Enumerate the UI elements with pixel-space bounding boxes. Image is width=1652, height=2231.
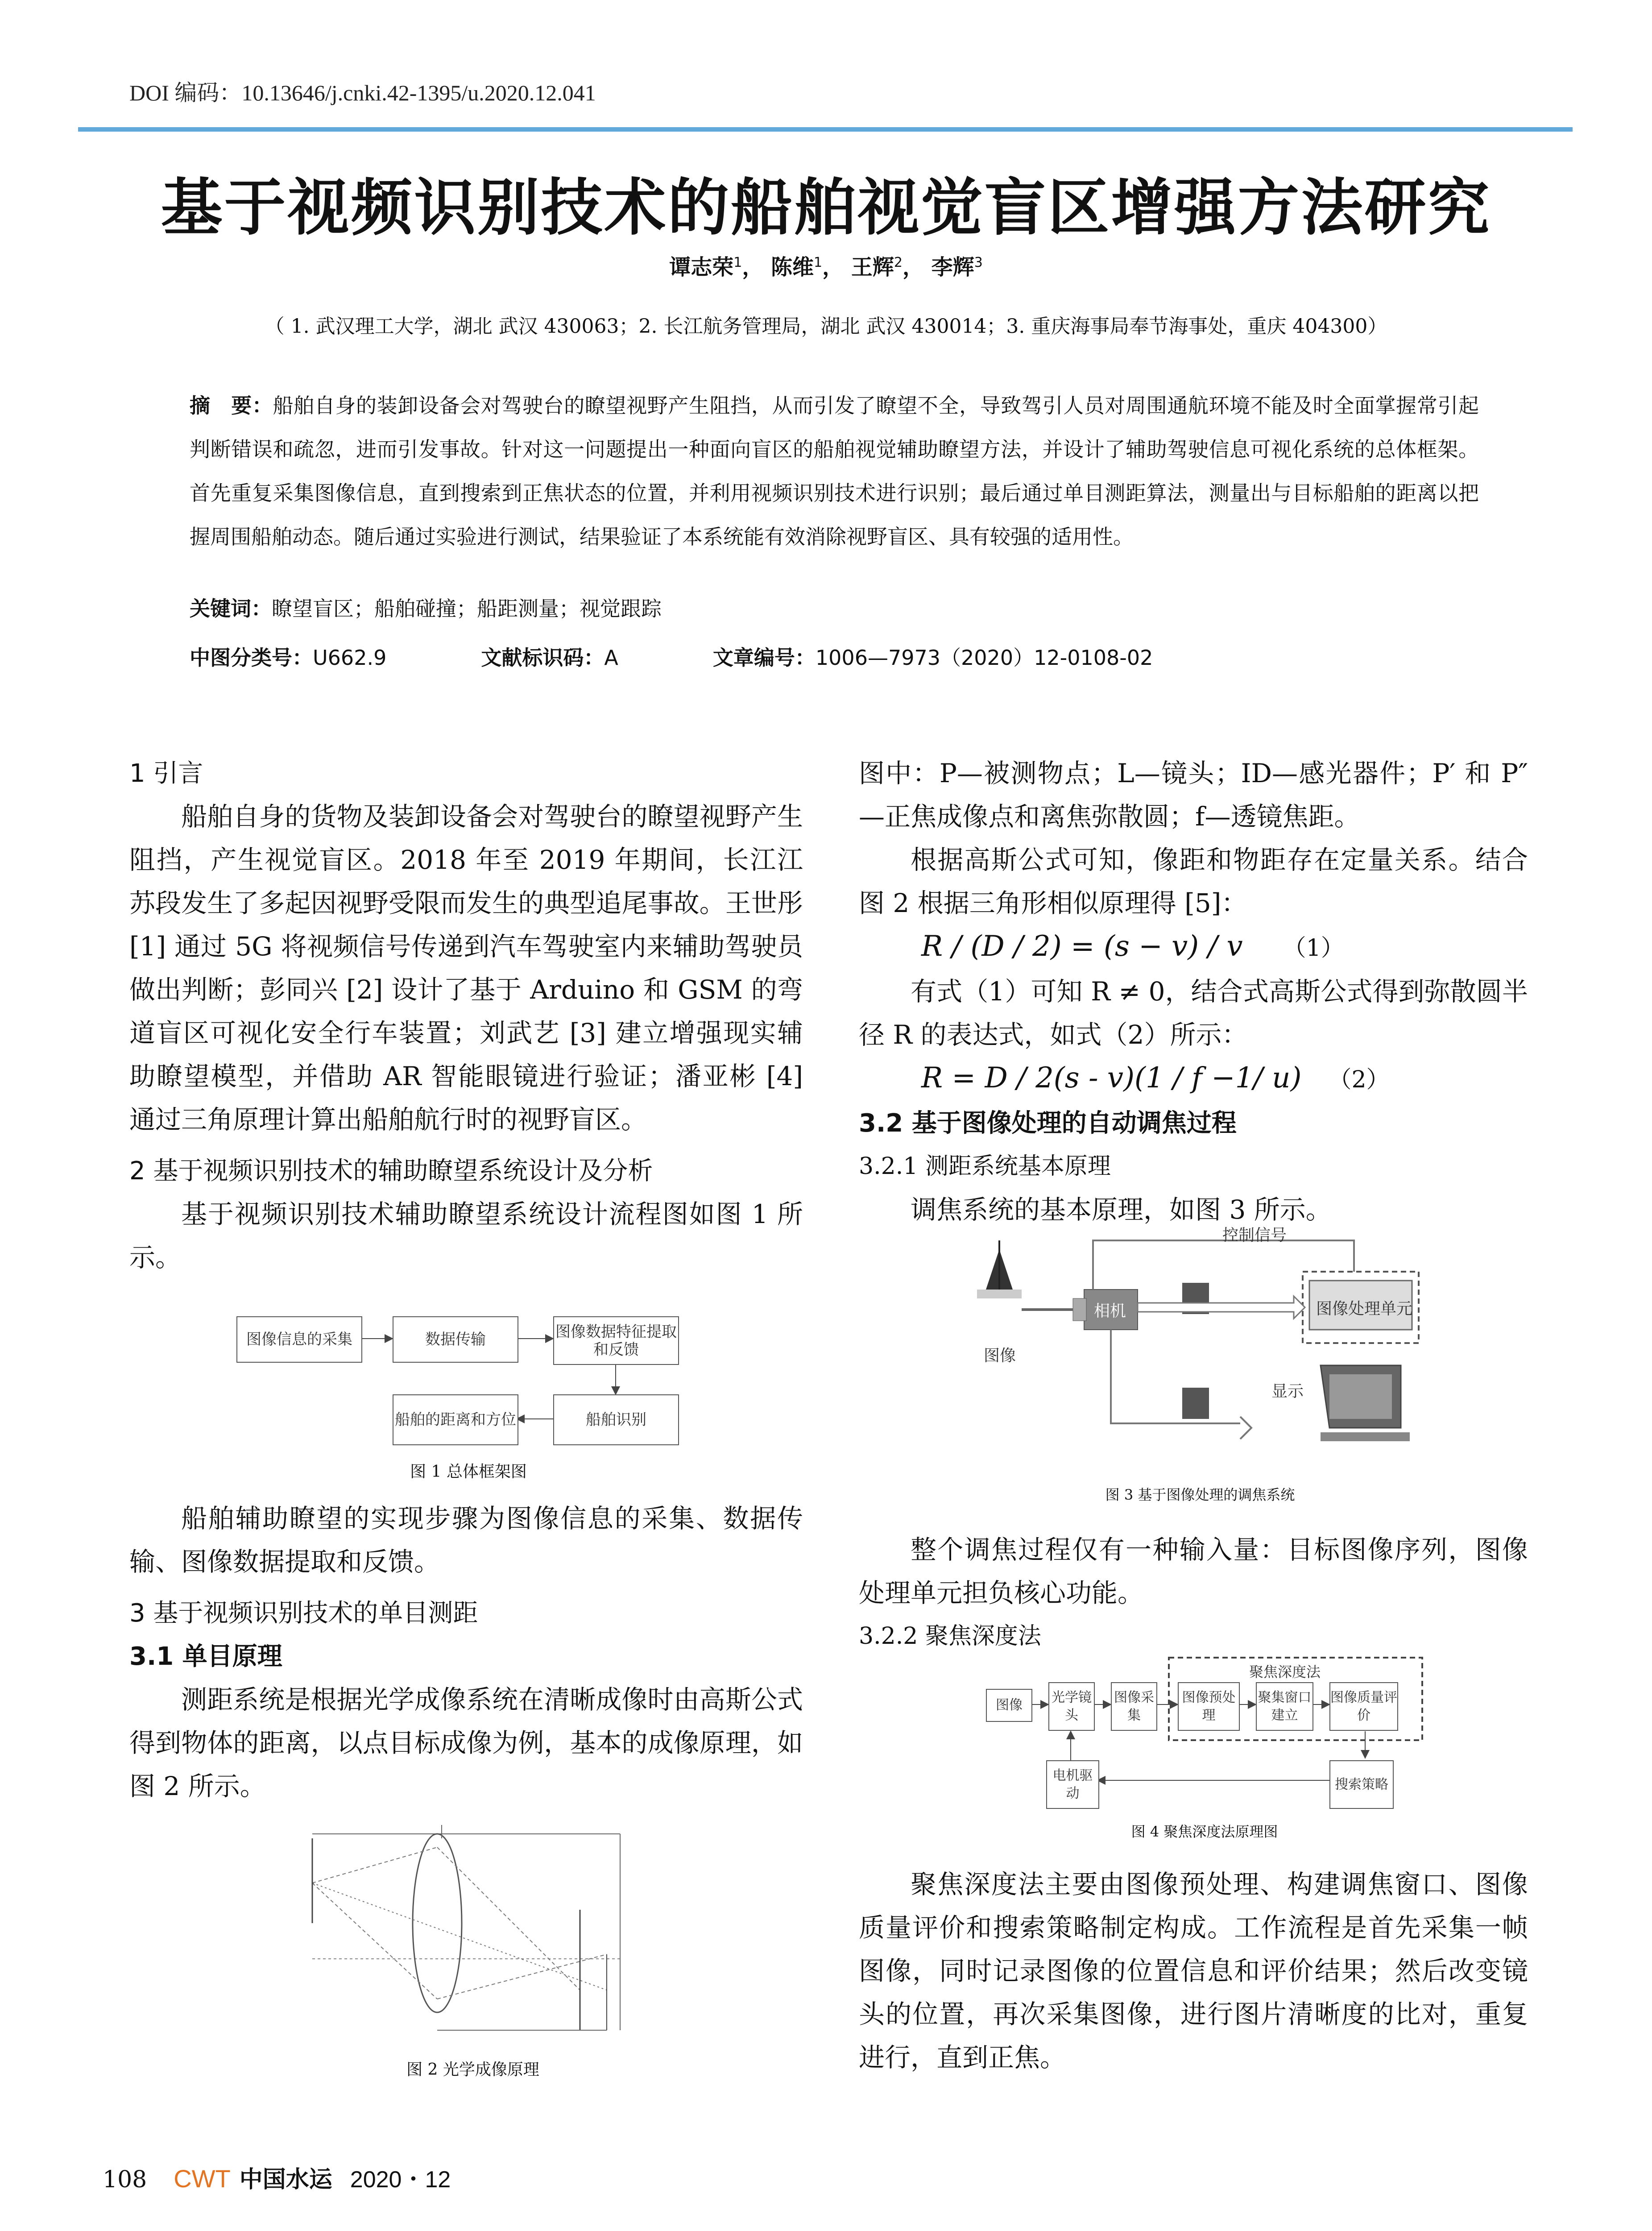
author-name: 王辉 [851, 255, 894, 280]
subsubsection-heading: 3.2.1 测距系统基本原理 [859, 1153, 1111, 1180]
left-column [129, 752, 803, 1279]
paragraph: 整个调焦过程仅有一种输入量：目标图像序列，图像处理单元担负核心功能。 [859, 1534, 1528, 1608]
doc-label: 文献标识码： [481, 646, 604, 670]
section-heading: 2 基于视频识别技术的辅助瞭望系统设计及分析 [129, 1157, 653, 1186]
figure-3-diagram [973, 1223, 1428, 1472]
figure-1-caption: 图 1 总体框架图 [410, 1463, 527, 1481]
right-column [859, 752, 1528, 1232]
fig3-unit-label: 图像处理单元 [1316, 1300, 1413, 1318]
author-name: 谭志荣 [669, 255, 734, 280]
keywords-label: 关键词： [190, 597, 272, 621]
abstract-label: 摘 要： [190, 394, 273, 418]
abstract [190, 384, 1479, 559]
figure-2-optics [294, 1820, 651, 2053]
figure-4 [981, 1655, 1428, 1840]
clc-value: U662.9 [313, 646, 387, 670]
paragraph: 基于视频识别技术辅助瞭望系统设计流程图如图 1 所示。 [129, 1199, 803, 1273]
author-sup: 1 [814, 255, 823, 270]
clc-label: 中图分类号： [190, 646, 313, 670]
fig4-box-window: 聚集窗口建立 [1256, 1682, 1313, 1731]
subsection-heading: 3.1 单目原理 [129, 1642, 282, 1671]
affiliation: （ 1. 武汉理工大学，湖北 武汉 430063；2. 长江航务管理局，湖北 武汉 430014；3. 重庆海事局奉节海事处，重庆 404300） [265, 315, 1387, 338]
fig4-box-preprocess: 图像预处理 [1178, 1682, 1240, 1731]
figure-4-caption: 图 4 聚焦深度法原理图 [1131, 1823, 1278, 1840]
author-name: 李辉 [931, 255, 974, 280]
fig3-camera-label: 相机 [1094, 1302, 1126, 1320]
left-column-lower [129, 1497, 803, 1808]
fig1-box-transfer: 数据传输 [393, 1316, 518, 1363]
fig1-box-capture: 图像信息的采集 [236, 1316, 362, 1363]
author-sup: 2 [894, 255, 903, 270]
equation-2-number: （2） [1328, 1066, 1390, 1093]
equation-1-body: R / (D / 2) = (s − v) / v [921, 930, 1243, 963]
equation-1 [859, 925, 1528, 970]
header-rule [78, 127, 1573, 132]
right-column-mid [859, 1528, 1528, 1658]
fig4-box-motor: 电机驱动 [1046, 1760, 1099, 1809]
equation-2 [859, 1057, 1528, 1102]
author-sup: 3 [974, 255, 983, 270]
journal-issue: 2020・12 [350, 2167, 451, 2193]
fig1-box-recognition: 船舶识别 [553, 1394, 679, 1445]
fig4-box-search: 搜索策略 [1329, 1760, 1394, 1809]
author-name: 陈维 [771, 255, 814, 280]
keywords [190, 593, 1479, 622]
doi-line: DOI 编码：10.13646/j.cnki.42-1395/u.2020.12.041 [129, 80, 596, 105]
fig3-control-label: 控制信号 [1222, 1226, 1287, 1244]
subsubsection-heading: 3.2.2 聚焦深度法 [859, 1623, 1041, 1650]
equation-2-body: R = D / 2(s - v)(1 / f −1/ u) [921, 1062, 1302, 1095]
fig3-display-label: 显示 [1271, 1382, 1304, 1401]
keywords-text: 瞭望盲区；船舶碰撞；船距测量；视觉跟踪 [272, 597, 662, 621]
right-column-lower [859, 1863, 1528, 2079]
figure-3-caption: 图 3 基于图像处理的调焦系统 [1105, 1486, 1295, 1503]
fig4-box-image: 图像 [986, 1689, 1032, 1722]
fig1-box-distance: 船舶的距离和方位 [393, 1394, 518, 1445]
paragraph: 根据高斯公式可知，像距和物距存在定量关系。结合图 2 根据三角形相似原理得 [5]： [859, 845, 1528, 918]
equation-1-number: （1） [1283, 935, 1344, 962]
section-heading: 1 引言 [129, 759, 203, 788]
article-value: 1006—7973（2020）12-0108-02 [815, 646, 1153, 670]
paragraph: 船舶辅助瞭望的实现步骤为图像信息的采集、数据传输、图像数据提取和反馈。 [129, 1503, 803, 1577]
fig4-box-capture: 图像采集 [1111, 1682, 1157, 1731]
page-number: 108 [103, 2166, 147, 2193]
author-list: 谭志荣$^1$， 陈维$^1$， 王辉$^2$， 李辉$^3$ [669, 255, 983, 280]
figure-3 [973, 1223, 1428, 1503]
journal-name: 中国水运 [239, 2166, 332, 2193]
paragraph: 聚焦深度法主要由图像预处理、构建调焦窗口、图像质量评价和搜索策略制定构成。工作流程是首先采集一帧图像，同时记录图像的位置信息和评价结果；然后改变镜头的位置，再次采集图像，进行图片清晰度的比对，重复进行，直到正焦。 [859, 1869, 1528, 2073]
paragraph: 船舶自身的货物及装卸设备会对驾驶台的瞭望视野产生阻挡，产生视觉盲区。2018 年至 2019 年期间，长江江苏段发生了多起因视野受限而发生的典型追尾事故。王世彤 [1] 通过 5G 将视频信号传递到汽车驾驶室内来辅助驾驶员做出判断；彭同兴 [2] 设计了基于 Arduino 和 GSM 的弯道盲区可视化安全行车装置；刘武艺 [3] 建立增强现实辅助瞭望模型，并借助 AR 智能眼镜进行验证；潘亚彬 [4] 通过三角原理计算出船舶航行时的视野盲区。 [129, 801, 803, 1135]
figure-1 [223, 1314, 714, 1484]
section-heading: 3 基于视频识别技术的单目测距 [129, 1599, 478, 1628]
paragraph: 有式（1）可知 R ≠ 0，结合式高斯公式得到弥散圆半径 R 的表达式，如式（2）所示： [859, 976, 1528, 1050]
paragraph: 测距系统是根据光学成像系统在清晰成像时由高斯公式得到物体的距离，以点目标成像为例，基本的成像原理，如图 2 所示。 [129, 1684, 803, 1801]
fig1-box-feature: 图像数据特征提取和反馈 [553, 1316, 679, 1365]
author-sup: 1 [733, 255, 742, 270]
article-label: 文章编号： [712, 646, 816, 670]
doc-value: A [604, 646, 618, 670]
paragraph: 调焦系统的基本原理，如图 3 所示。 [911, 1194, 1332, 1225]
fig4-box-lens: 光学镜头 [1048, 1682, 1095, 1731]
page-title: 基于视频识别技术的船舶视觉盲区增强方法研究 [161, 171, 1491, 244]
fig4-box-quality: 图像质量评价 [1329, 1682, 1398, 1731]
fig4-group-label: 聚焦深度法 [1249, 1663, 1321, 1680]
paragraph: 图中：P—被测物点；L—镜头；ID—感光器件；P′ 和 P″ —正焦成像点和离焦弥散圆；f—透镜焦距。 [859, 758, 1528, 832]
fig3-image-label: 图像 [984, 1347, 1016, 1365]
page-footer [103, 2161, 451, 2194]
subsection-heading: 3.2 基于图像处理的自动调焦过程 [859, 1109, 1237, 1138]
journal-brand: CWT [174, 2165, 231, 2193]
classification-line [190, 642, 1479, 671]
abstract-text: 船舶自身的装卸设备会对驾驶台的瞭望视野产生阻挡，从而引发了瞭望不全，导致驾引人员对周围通航环境不能及时全面掌握常引起判断错误和疏忽，进而引发事故。针对这一问题提出一种面向盲区的船舶视觉辅助瞭望方法，并设计了辅助驾驶信息可视化系统的总体框架。首先重复采集图像信息，直到搜索到正焦状态的位置，并利用视频识别技术进行识别；最后通过单目测距算法，测量出与目标船舶的距离以把握周围船舶动态。随后通过实验进行测试，结果验证了本系统能有效消除视野盲区、具有较强的适用性。 [190, 394, 1479, 549]
figure-2-caption: 图 2 光学成像原理 [406, 2061, 539, 2079]
